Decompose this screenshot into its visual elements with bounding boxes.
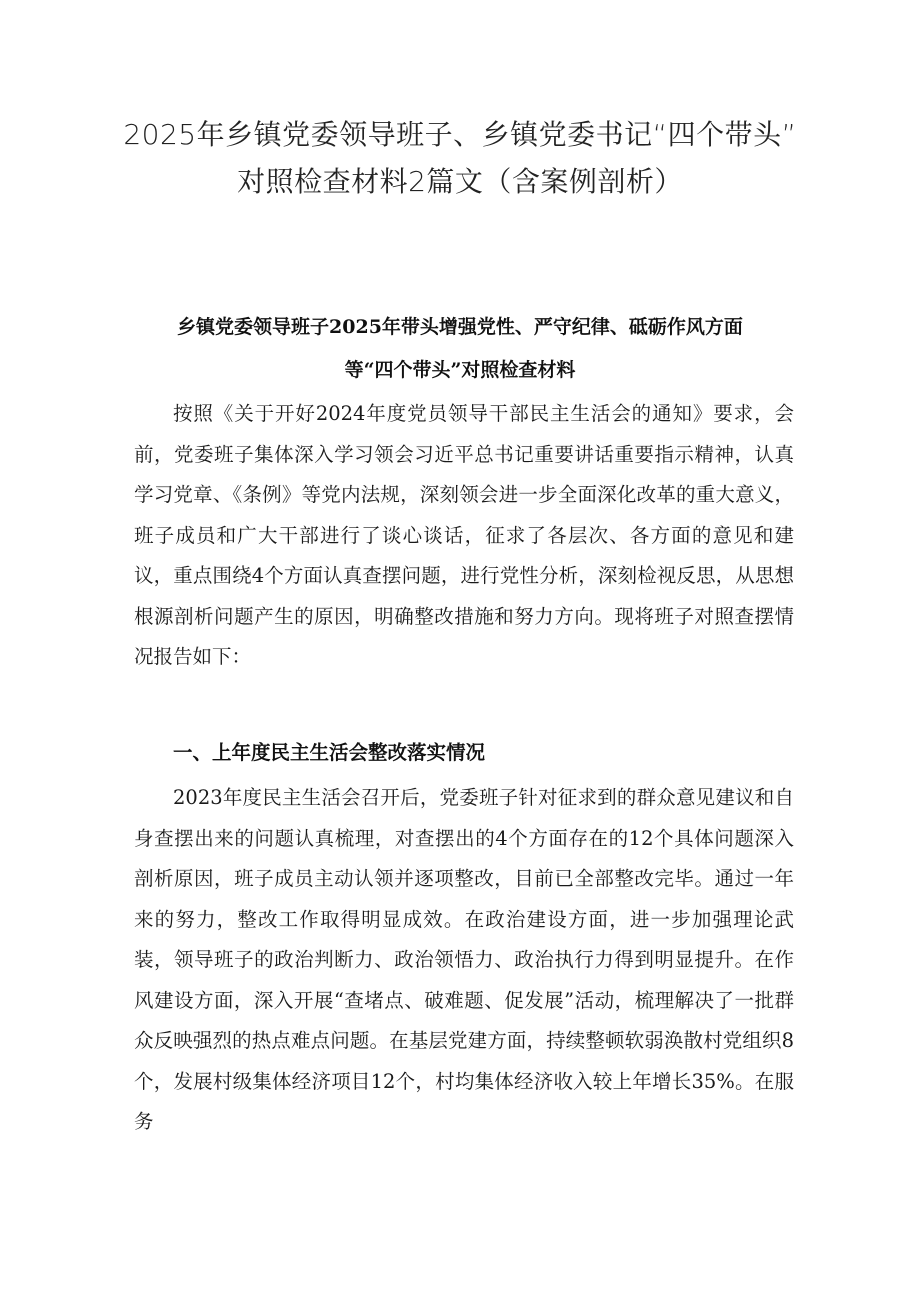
section-title-line-2: 等“四个带头”对照检查材料: [344, 359, 576, 381]
intro-paragraph: 按照《关于开好2024年度党员领导干部民主生活会的通知》要求，会前，党委班子集体深入学习领会习近平总书记重要讲话重要指示精神，认真学习党章、《条例》等党内法规，深刻领会进一步全面深化改革的重大意义，班子成员和广大干部进行了谈心谈话，征求了各层次、各方面的意见和建议，重点围绕4个方面认真查摆问题，进行党性分析，深刻检视反思，从思想根源剖析问题产生的原因，明确整改措施和努力方向。现将班子对照查摆情况报告如下：: [134, 402, 794, 668]
document-title-line-1: 2025年乡镇党委领导班子、乡镇党委书记“四个带头”: [123, 118, 797, 151]
document-title-line-2: 对照检查材料2篇文（含案例剖析）: [237, 165, 683, 198]
body-paragraph: 2023年度民主生活会召开后，党委班子针对征求到的群众意见建议和自身查摆出来的问题认真梳理，对查摆出的4个方面存在的12个具体问题深入剖析原因，班子成员主动认领并逐项整改，目前已全部整改完毕。通过一年来的努力，整改工作取得明显成效。在政治建设方面，进一步加强理论武装，领导班子的政治判断力、政治领悟力、政治执行力得到明显提升。在作风建设方面，深入开展“查堵点、破难题、促发展”活动，梳理解决了一批群众反映强烈的热点难点问题。在基层党建方面，持续整顿软弱涣散村党组织8个，发展村级集体经济项目12个，村均集体经济收入较上年增长35%。在服务: [134, 786, 794, 1133]
section-title-line-1: 乡镇党委领导班子2025年带头增强党性、严守纪律、砥砺作风方面: [177, 316, 743, 338]
section-heading: 一、上年度民主生活会整改落实情况: [173, 741, 486, 764]
